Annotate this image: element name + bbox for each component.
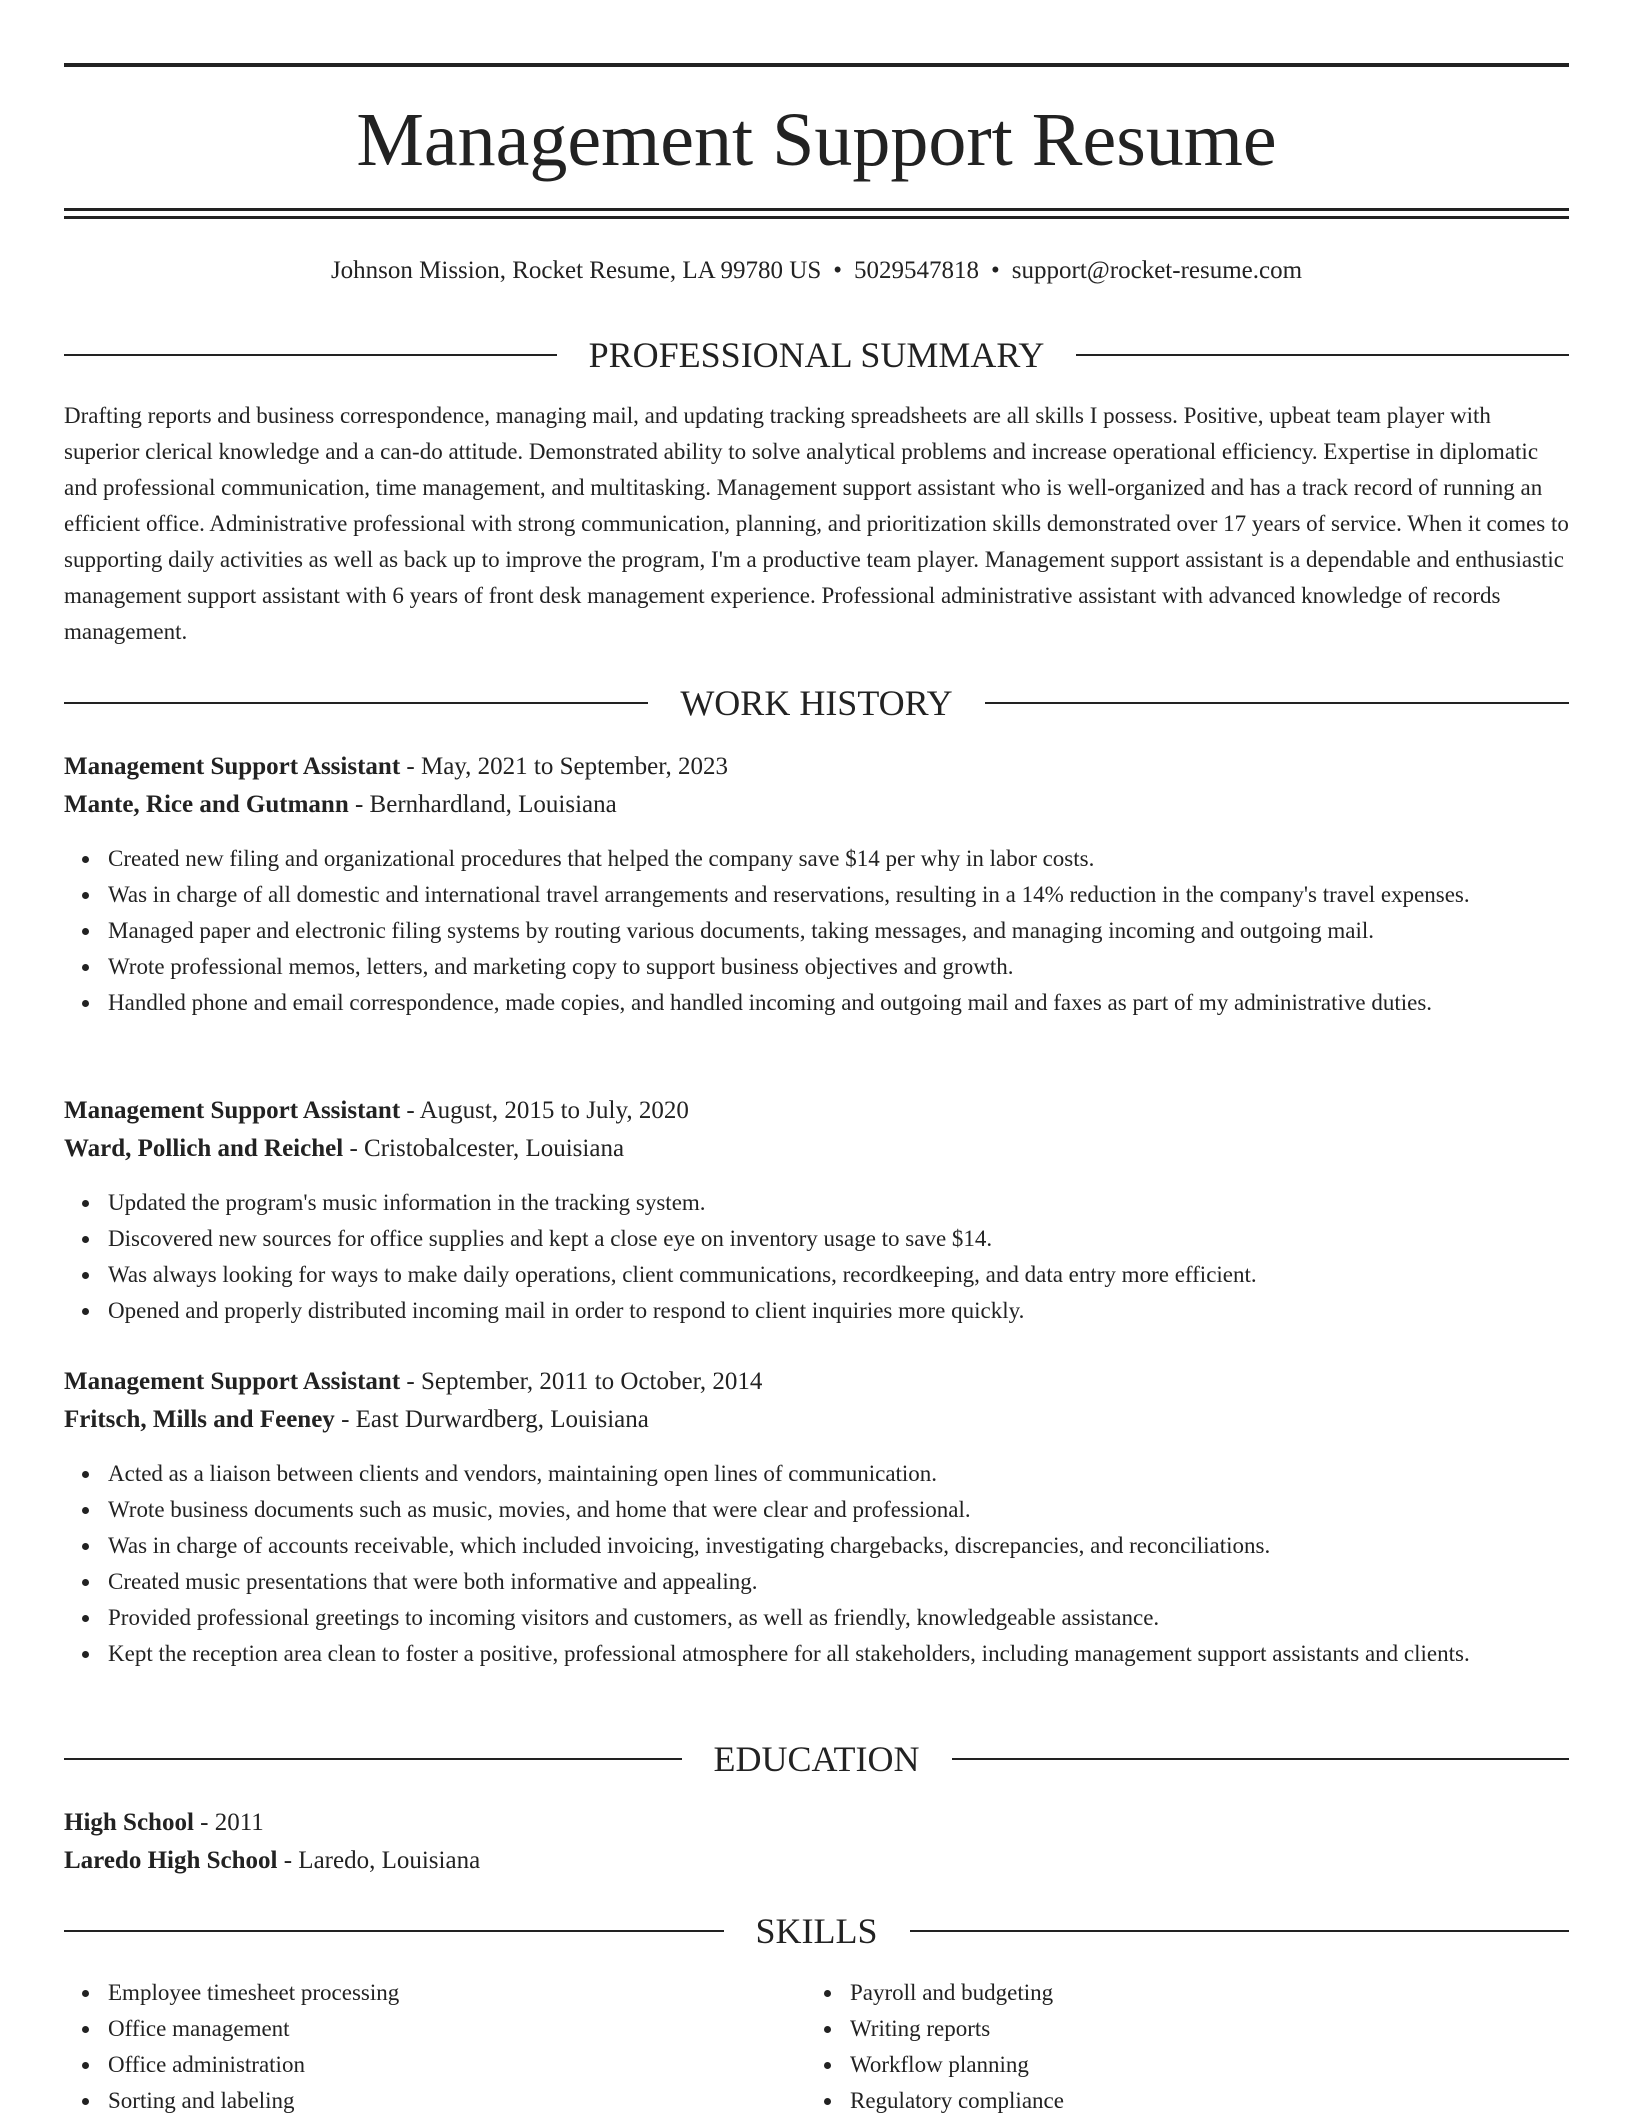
job-company-line — [64, 1131, 624, 1167]
job-bullets — [64, 841, 1613, 1021]
section-rule — [910, 1930, 1570, 1932]
list-item: Was in charge of all domestic and international travel arrangements and reservations, resulting in a 14% reduction in the company's travel expenses. — [108, 877, 1613, 913]
list-item: Handled phone and email correspondence, made copies, and handled incoming and outgoing mail and faxes as part of my administrative duties. — [108, 985, 1613, 1021]
job-title: Management Support Assistant — [64, 1097, 401, 1124]
section-rule — [64, 354, 557, 356]
job-company-line — [64, 787, 617, 823]
job-dates: - August, 2015 to July, 2020 — [400, 1097, 689, 1124]
skill-item: Office administration — [108, 2047, 808, 2083]
list-item: Was always looking for ways to make daily operations, client communications, recordkeeping, and data entry more efficient. — [108, 1257, 1613, 1293]
list-item: Discovered new sources for office supplies and kept a close eye on inventory usage to save $14. — [108, 1221, 1613, 1257]
skill-item: Sorting and labeling — [108, 2083, 808, 2119]
section-rule — [1076, 354, 1569, 356]
section-title: WORK HISTORY — [680, 683, 953, 723]
job-location: - Bernhardland, Louisiana — [348, 791, 617, 818]
contact-line — [64, 254, 1569, 288]
section-header-summary — [64, 333, 1569, 377]
list-item: Wrote professional memos, letters, and marketing copy to support business objectives and growth. — [108, 949, 1613, 985]
list-item: Wrote business documents such as music, movies, and home that were clear and professional. — [108, 1492, 1613, 1528]
education-degree: High School — [64, 1809, 194, 1836]
education-location: - Laredo, Louisiana — [277, 1847, 481, 1874]
contact-separator: • — [991, 257, 1000, 284]
skill-item: Employee timesheet processing — [108, 1975, 808, 2011]
contact-address: Johnson Mission, Rocket Resume, LA 99780 US — [330, 257, 822, 284]
section-title: EDUCATION — [713, 1739, 920, 1779]
education-degree-line — [64, 1805, 264, 1841]
job-company: Fritsch, Mills and Feeney — [64, 1406, 335, 1433]
section-rule — [985, 702, 1569, 704]
contact-separator: • — [833, 257, 842, 284]
skill-item: Payroll and budgeting — [850, 1975, 1550, 2011]
list-item: Created new filing and organizational procedures that helped the company save $14 per why in labor costs. — [108, 841, 1613, 877]
list-item: Created music presentations that were both informative and appealing. — [108, 1564, 1613, 1600]
section-title: PROFESSIONAL SUMMARY — [588, 335, 1045, 375]
list-item: Updated the program's music information in the tracking system. — [108, 1185, 1613, 1221]
section-rule — [64, 702, 648, 704]
contact-phone: 5029547818 — [854, 257, 979, 284]
job-title-line — [64, 1093, 689, 1129]
skill-item: Office management — [108, 2011, 808, 2047]
title-rule-lower — [64, 216, 1569, 219]
skills-list-left — [64, 1975, 808, 2119]
skill-item: Regulatory compliance — [850, 2083, 1550, 2119]
job-title: Management Support Assistant — [64, 1368, 401, 1395]
job-title-line — [64, 1364, 762, 1400]
list-item: Acted as a liaison between clients and vendors, maintaining open lines of communication. — [108, 1456, 1613, 1492]
job-dates: - May, 2021 to September, 2023 — [400, 753, 729, 780]
summary-text: Drafting reports and business correspondence, managing mail, and updating tracking spreadsheets are all skills I possess. Positive, upbeat team player with superior clerical knowledge and a can-do attitude. Demonstrated ability to solve analytical problems and increase operational efficiency. Expertise in diplomatic and professional communication, time management, and multitasking. Management support assistant who is well-organized and has a track record of running an efficient office. Administrative professional with strong communication, planning, and prioritization skills demonstrated over 17 years of service. When it comes to supporting daily activities as well as back up to improve the program, I'm a productive team player. Management support assistant is a dependable and enthusiastic management support assistant with 6 years of front desk management experience. Professional administrative assistant with advanced knowledge of records management. — [64, 403, 1569, 644]
section-title: SKILLS — [755, 1911, 878, 1951]
top-rule — [64, 63, 1569, 67]
education-school-line — [64, 1843, 480, 1879]
education-school: Laredo High School — [64, 1847, 278, 1874]
list-item: Kept the reception area clean to foster a positive, professional atmosphere for all stakeholders, including management support assistants and clients. — [108, 1636, 1613, 1672]
education-year: - 2011 — [193, 1809, 264, 1836]
skills-list-right — [806, 1975, 1550, 2119]
title-rule-upper — [64, 208, 1569, 211]
section-rule — [952, 1758, 1570, 1760]
section-header-work-history — [64, 681, 1569, 725]
job-company-line — [64, 1402, 649, 1438]
job-title-line — [64, 749, 728, 785]
job-company: Ward, Pollich and Reichel — [64, 1135, 344, 1162]
list-item: Provided professional greetings to incoming visitors and customers, as well as friendly, knowledgeable assistance. — [108, 1600, 1613, 1636]
job-bullets — [64, 1456, 1613, 1672]
list-item: Was in charge of accounts receivable, which included invoicing, investigating chargebacks, discrepancies, and reconciliations. — [108, 1528, 1613, 1564]
skill-item: Workflow planning — [850, 2047, 1550, 2083]
section-rule — [64, 1930, 724, 1932]
job-location: - East Durwardberg, Louisiana — [334, 1406, 649, 1433]
list-item: Opened and properly distributed incoming mail in order to respond to client inquiries more quickly. — [108, 1293, 1613, 1329]
job-title: Management Support Assistant — [64, 753, 401, 780]
section-header-skills — [64, 1909, 1569, 1953]
job-location: - Cristobalcester, Louisiana — [343, 1135, 625, 1162]
job-dates: - September, 2011 to October, 2014 — [400, 1368, 763, 1395]
skill-item: Writing reports — [850, 2011, 1550, 2047]
contact-email: support@rocket-resume.com — [1011, 257, 1303, 284]
resume-title: Management Support Resume — [356, 98, 1277, 182]
list-item: Managed paper and electronic filing systems by routing various documents, taking messages, and managing incoming and outgoing mail. — [108, 913, 1613, 949]
job-company: Mante, Rice and Gutmann — [64, 791, 349, 818]
section-header-education — [64, 1737, 1569, 1781]
job-bullets — [64, 1185, 1613, 1329]
section-rule — [64, 1758, 682, 1760]
